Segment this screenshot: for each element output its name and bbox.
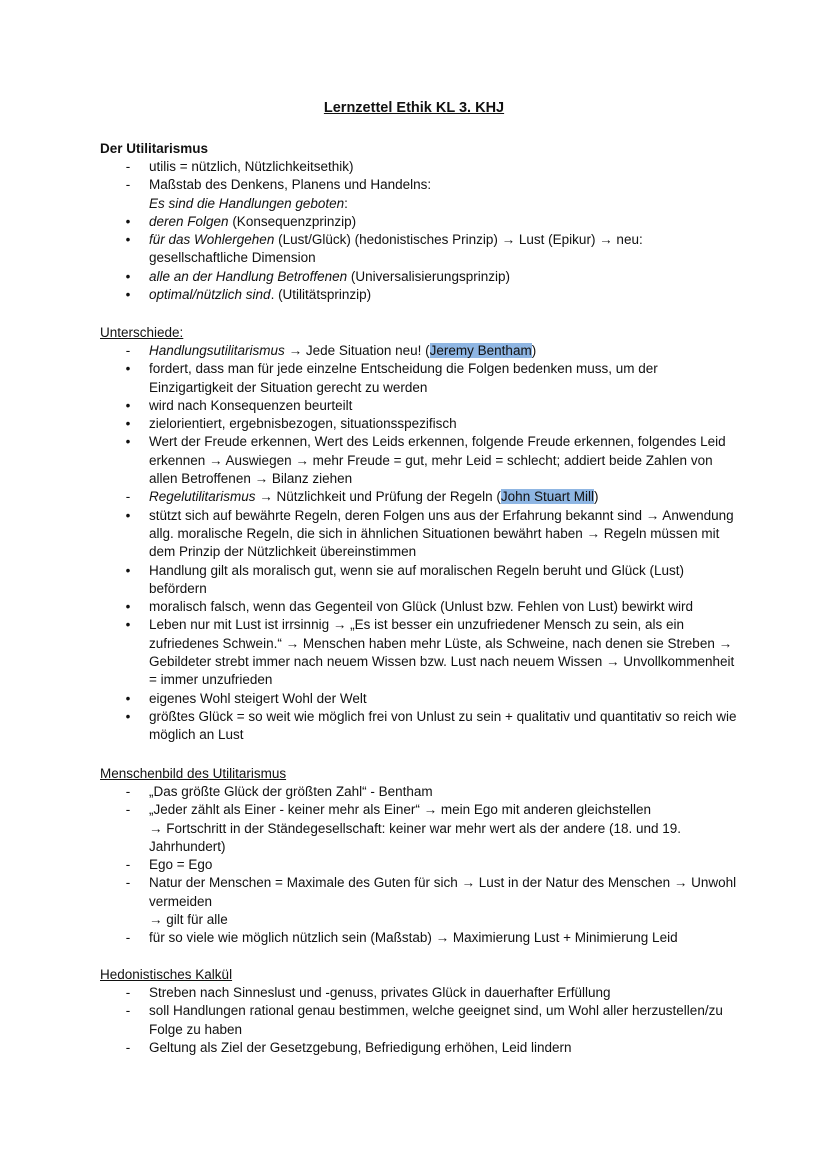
dash-marker: -: [125, 159, 131, 174]
item-text: Natur der Menschen = Maximale des Guten für sich → Lust in der Natur des Menschen → Unwohl vermeiden: [149, 875, 737, 909]
list-item: [100, 598, 740, 616]
item-text: soll Handlungen rational genau bestimmen, welche geeignet sind, um Wohl aller herzustellen/zu Folge zu haben: [149, 1003, 723, 1037]
item-text: für so viele wie möglich nützlich sein (Maßstab) → Maximierung Lust + Minimierung Leid: [149, 930, 678, 946]
list-item: [100, 856, 740, 874]
item-text: größtes Glück = so weit wie möglich frei von Unlust zu sein + qualitativ und quantitativ so reich wie möglich an Lust: [149, 708, 737, 743]
list-item: [100, 176, 740, 213]
italic-term: optimal/nützlich sind: [149, 287, 271, 303]
list-item: [100, 488, 740, 506]
item-list: [100, 984, 740, 1057]
item-text: (Universalisierungsprinzip): [347, 268, 510, 284]
item-text: Streben nach Sinneslust und -genuss, privates Glück in dauerhafter Erfüllung: [149, 985, 611, 1000]
page-title: Lernzettel Ethik KL 3. KHJ: [323, 100, 505, 116]
list-item: [100, 984, 740, 1002]
section-utilitarismus: [100, 140, 740, 304]
list-item: [100, 342, 740, 360]
list-item: [100, 929, 740, 947]
list-item: [100, 213, 740, 231]
dash-marker: -: [125, 930, 131, 946]
dash-marker: -: [125, 802, 131, 818]
list-item: [100, 1039, 740, 1057]
bullet-marker: •: [125, 361, 131, 377]
italic-term: deren Folgen: [149, 213, 229, 229]
bullet-marker: •: [125, 397, 131, 413]
italic-term: Handlungsutilitarismus: [149, 343, 285, 358]
list-item: [100, 874, 740, 929]
bullet-marker: •: [125, 268, 131, 284]
item-text: Ego = Ego: [149, 857, 213, 873]
section-heading: Der Utilitarismus: [100, 141, 209, 156]
bullet-marker: •: [125, 434, 131, 450]
list-item: [100, 708, 740, 745]
item-text: Maßstab des Denkens, Planens und Handelns:: [149, 177, 432, 193]
list-item: [100, 360, 740, 397]
section-heading: Menschenbild des Utilitarismus: [100, 766, 287, 781]
dash-marker: -: [125, 1003, 131, 1019]
bullet-marker: •: [125, 708, 131, 724]
list-item: [100, 690, 740, 708]
highlighted-name: John Stuart Mill: [500, 489, 594, 505]
item-list: [100, 342, 740, 745]
item-text: utilis = nützlich, Nützlichkeitsethik): [149, 159, 354, 174]
item-text: ): [593, 489, 599, 505]
dash-marker: -: [125, 1039, 131, 1055]
italic-term: alle an der Handlung Betroffenen: [149, 268, 348, 284]
item-text: . (Utilitätsprinzip): [270, 287, 372, 303]
list-item: [100, 433, 740, 488]
item-text: stützt sich auf bewährte Regeln, deren Folgen uns aus der Erfahrung bekannt sind → Anwendung allg. moralische Regeln, die sich in ähnlichen Situationen bewährt haben → Regeln müssen mit dem Prinzip der Nützlichkeit übereinstimmen: [149, 507, 734, 560]
item-text: Handlung gilt als moralisch gut, wenn sie auf moralischen Regeln beruht und Glück (Lust) befördern: [149, 562, 685, 596]
dash-marker: -: [125, 875, 131, 891]
list-item: [100, 801, 740, 856]
item-text: → Jede Situation neu! (: [284, 343, 430, 358]
list-item: [100, 268, 740, 286]
list-item: [100, 158, 740, 176]
dash-marker: -: [125, 343, 131, 358]
item-text: Wert der Freude erkennen, Wert des Leids erkennen, folgende Freude erkennen, folgendes Leid erkennen → Auswiegen → mehr Freude = gut, mehr Leid = schlecht; addiert beide Zahlen von allen Betroffenen → Bilanz ziehen: [149, 434, 726, 487]
bullet-marker: •: [125, 232, 131, 248]
item-text: (Lust/Glück) (hedonistisches Prinzip) → Lust (Epikur) → neu: gesellschaftliche Dimension: [149, 232, 643, 266]
italic-term: für das Wohlergehen: [149, 232, 275, 248]
bullet-marker: •: [125, 599, 131, 615]
bullet-marker: •: [125, 213, 131, 229]
item-text: Geltung als Ziel der Gesetzgebung, Befriedigung erhöhen, Leid lindern: [149, 1039, 572, 1055]
section-menschenbild: [100, 765, 740, 948]
item-text: → Fortschritt in der Ständegesellschaft: keiner war mehr wert als der andere (18. und 19. Jahrhundert): [149, 820, 682, 854]
item-text: (Konsequenzprinzip): [228, 213, 357, 229]
item-text: wird nach Konsequenzen beurteilt: [149, 397, 353, 413]
item-text: → Nützlichkeit und Prüfung der Regeln (: [255, 489, 501, 505]
item-list: [100, 158, 740, 304]
list-item: [100, 231, 740, 268]
item-text: „Jeder zählt als Einer - keiner mehr als Einer“ → mein Ego mit anderen gleichstellen: [149, 802, 651, 818]
section-unterschiede: [100, 324, 740, 745]
list-item: [100, 1002, 740, 1039]
list-item: [100, 783, 740, 801]
item-text: :: [344, 195, 348, 211]
dash-marker: -: [125, 177, 131, 193]
bullet-marker: •: [125, 507, 131, 523]
dash-marker: -: [125, 985, 131, 1000]
bullet-marker: •: [125, 690, 131, 706]
list-item: [100, 397, 740, 415]
bullet-marker: •: [125, 562, 131, 578]
section-heading: Unterschiede:: [100, 325, 184, 340]
dash-marker: -: [125, 489, 131, 505]
item-text: ): [531, 343, 537, 358]
section-hedonistisches-kalkuel: [100, 966, 740, 1057]
item-list: [100, 783, 740, 948]
item-text: → gilt für alle: [149, 912, 228, 928]
bullet-marker: •: [125, 287, 131, 303]
italic-term: Regelutilitarismus: [149, 489, 256, 505]
item-text: moralisch falsch, wenn das Gegenteil von Glück (Unlust bzw. Fehlen von Lust) bewirkt wird: [149, 599, 693, 615]
item-text: eigenes Wohl steigert Wohl der Welt: [149, 690, 367, 706]
list-item: [100, 616, 740, 689]
section-heading: Hedonistisches Kalkül: [100, 967, 233, 982]
highlighted-name: Jeremy Bentham: [429, 343, 532, 358]
list-item: [100, 507, 740, 562]
item-text: zielorientiert, ergebnisbezogen, situationsspezifisch: [149, 416, 457, 432]
dash-marker: -: [125, 784, 131, 799]
bullet-marker: •: [125, 617, 131, 633]
italic-term: Es sind die Handlungen geboten: [149, 195, 345, 211]
bullet-marker: •: [125, 416, 131, 432]
list-item: [100, 562, 740, 599]
item-text: fordert, dass man für jede einzelne Entscheidung die Folgen bedenken muss, um der Einzigartigkeit der Situation gerecht zu werden: [149, 361, 658, 395]
item-text: Leben nur mit Lust ist irrsinnig → „Es ist besser ein unzufriedener Mensch zu sein, als ein zufriedenes Schwein.“ → Menschen haben mehr Lüste, als Schweine, nach denen sie Streben → Gebildeter strebt immer nach neuem Wissen bzw. Lust nach neuem Wissen → Unvollkommenheit = immer unzufrieden: [149, 617, 735, 688]
list-item: [100, 286, 740, 304]
list-item: [100, 415, 740, 433]
item-text: „Das größte Glück der größten Zahl“ - Bentham: [149, 784, 433, 799]
dash-marker: -: [125, 857, 131, 873]
